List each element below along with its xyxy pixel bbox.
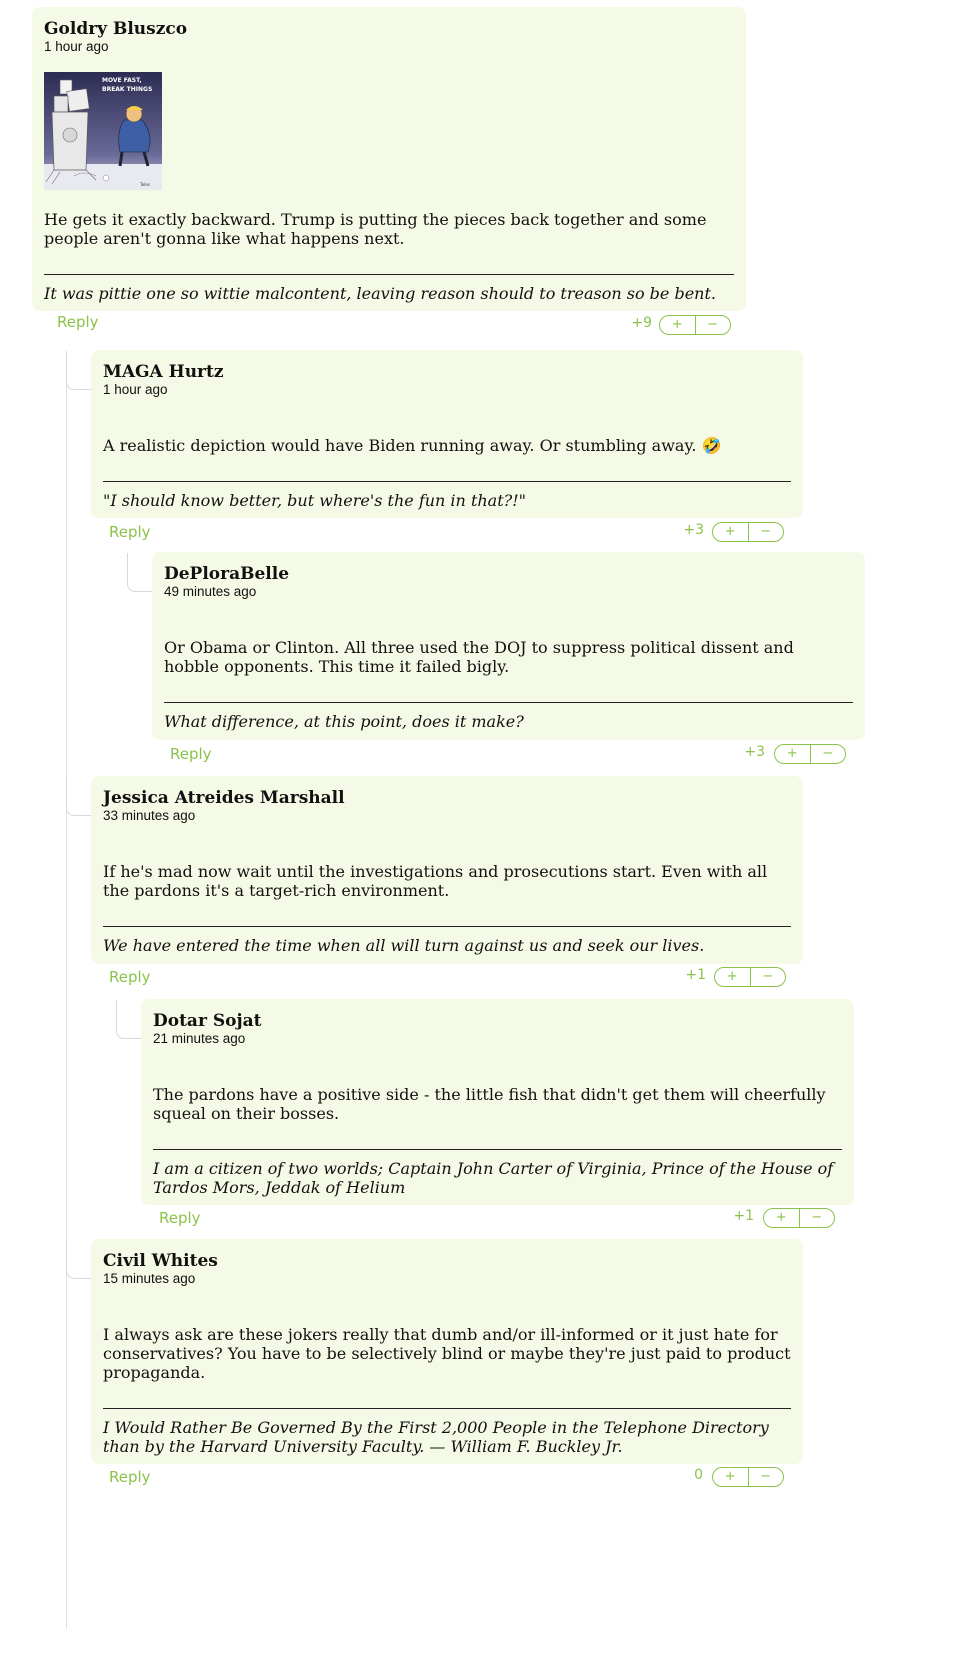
vote-score: +3 <box>744 744 765 760</box>
comment-author[interactable]: Jessica Atreides Marshall <box>103 788 345 808</box>
reply-connector <box>66 351 91 390</box>
vote-score: +3 <box>683 522 704 538</box>
reply-button[interactable]: Reply <box>109 1468 151 1486</box>
signature-divider <box>153 1149 842 1150</box>
reply-button[interactable]: Reply <box>170 745 212 763</box>
reply-connector <box>116 1000 141 1039</box>
comment-author[interactable]: Dotar Sojat <box>153 1011 262 1031</box>
signature-divider <box>103 926 791 927</box>
reply-connector <box>127 553 152 592</box>
comment-signature: We have entered the time when all will turn against us and seek our lives. <box>103 936 705 955</box>
vote-score: +1 <box>685 967 706 983</box>
vote-score: +9 <box>631 315 652 331</box>
comment-body: He gets it exactly backward. Trump is putting the pieces back together and some people aren't gonna like what happens next. <box>44 210 707 248</box>
vote-buttons <box>714 967 786 987</box>
reply-button[interactable]: Reply <box>109 523 151 541</box>
comment-author[interactable]: DePloraBelle <box>164 564 290 584</box>
signature-divider <box>103 481 791 482</box>
comment-card <box>91 1239 803 1464</box>
comment-card <box>141 999 854 1205</box>
comment-author[interactable]: MAGA Hurtz <box>103 362 224 382</box>
upvote-button[interactable]: + <box>671 317 683 332</box>
comment-body: I always ask are these jokers really that dumb and/or ill-informed or it just hate for conservatives? You have to be selectively blind or maybe they're just paid to product propaganda. <box>103 1325 791 1382</box>
comment-signature: It was pittie one so wittie malcontent, leaving reason should to treason so be bent. <box>44 284 716 303</box>
comment-timestamp[interactable]: 15 minutes ago <box>103 1271 196 1286</box>
comment-timestamp[interactable]: 49 minutes ago <box>164 584 257 599</box>
comment-body: Or Obama or Clinton. All three used the DOJ to suppress political dissent and hobble opponents. This time it failed bigly. <box>164 638 794 676</box>
signature-divider <box>103 1408 791 1409</box>
vote-score: 0 <box>694 1467 703 1483</box>
thread-line <box>66 357 67 1629</box>
comment-body: The pardons have a positive side - the little fish that didn't get them will cheerfully squeal on their bosses. <box>153 1085 826 1123</box>
reply-connector <box>66 1240 91 1279</box>
comment-timestamp[interactable]: 21 minutes ago <box>153 1031 246 1046</box>
vote-buttons <box>774 744 846 764</box>
comment-card <box>152 552 865 740</box>
upvote-button[interactable]: + <box>786 746 798 761</box>
comment-signature: "I should know better, but where's the fun in that?!" <box>103 491 527 510</box>
comment-body: A realistic depiction would have Biden running away. Or stumbling away. 🤣 <box>103 436 722 455</box>
svg-text:Toles: Toles <box>140 182 150 187</box>
comment-signature: What difference, at this point, does it make? <box>164 712 524 731</box>
comment-card <box>32 7 746 311</box>
comment-timestamp[interactable]: 1 hour ago <box>103 382 168 397</box>
comment-signature: I Would Rather Be Governed By the First 2,000 People in the Telephone Directory than by the Harvard University Faculty. — William F. Buckley Jr. <box>103 1418 769 1456</box>
comment-author[interactable]: Civil Whites <box>103 1251 218 1271</box>
vote-score: +1 <box>733 1208 754 1224</box>
comment-signature: I am a citizen of two worlds; Captain John Carter of Virginia, Prince of the House of Tardos Mors, Jeddak of Helium <box>153 1159 834 1197</box>
vote-buttons <box>659 315 731 335</box>
downvote-button[interactable]: − <box>748 1468 784 1486</box>
downvote-button[interactable]: − <box>799 1209 835 1227</box>
signature-divider <box>44 274 734 275</box>
downvote-button[interactable]: − <box>695 316 731 334</box>
upvote-button[interactable]: + <box>724 1469 736 1484</box>
reply-button[interactable]: Reply <box>159 1209 201 1227</box>
comment-body: If he's mad now wait until the investigations and prosecutions start. Even with all the pardons it's a target-rich environment. <box>103 862 768 900</box>
downvote-button[interactable]: − <box>748 523 784 541</box>
comment-author[interactable]: Goldry Bluszco <box>44 19 188 39</box>
downvote-button[interactable]: − <box>810 745 846 763</box>
upvote-button[interactable]: + <box>724 524 736 539</box>
cartoon-image[interactable] <box>44 72 162 190</box>
upvote-button[interactable]: + <box>775 1210 787 1225</box>
svg-text:BREAK THINGS: BREAK THINGS <box>102 86 153 93</box>
signature-divider <box>164 702 853 703</box>
comment-timestamp[interactable]: 33 minutes ago <box>103 808 196 823</box>
comment-card <box>91 350 803 518</box>
comment-card <box>91 776 803 964</box>
reply-button[interactable]: Reply <box>57 313 99 331</box>
upvote-button[interactable]: + <box>726 969 738 984</box>
vote-buttons <box>712 1467 784 1487</box>
vote-buttons <box>712 522 784 542</box>
reply-button[interactable]: Reply <box>109 968 151 986</box>
vote-buttons <box>763 1208 835 1228</box>
comment-timestamp[interactable]: 1 hour ago <box>44 39 109 54</box>
downvote-button[interactable]: − <box>750 968 786 986</box>
reply-connector <box>66 777 91 816</box>
svg-text:MOVE FAST,: MOVE FAST, <box>102 77 142 84</box>
